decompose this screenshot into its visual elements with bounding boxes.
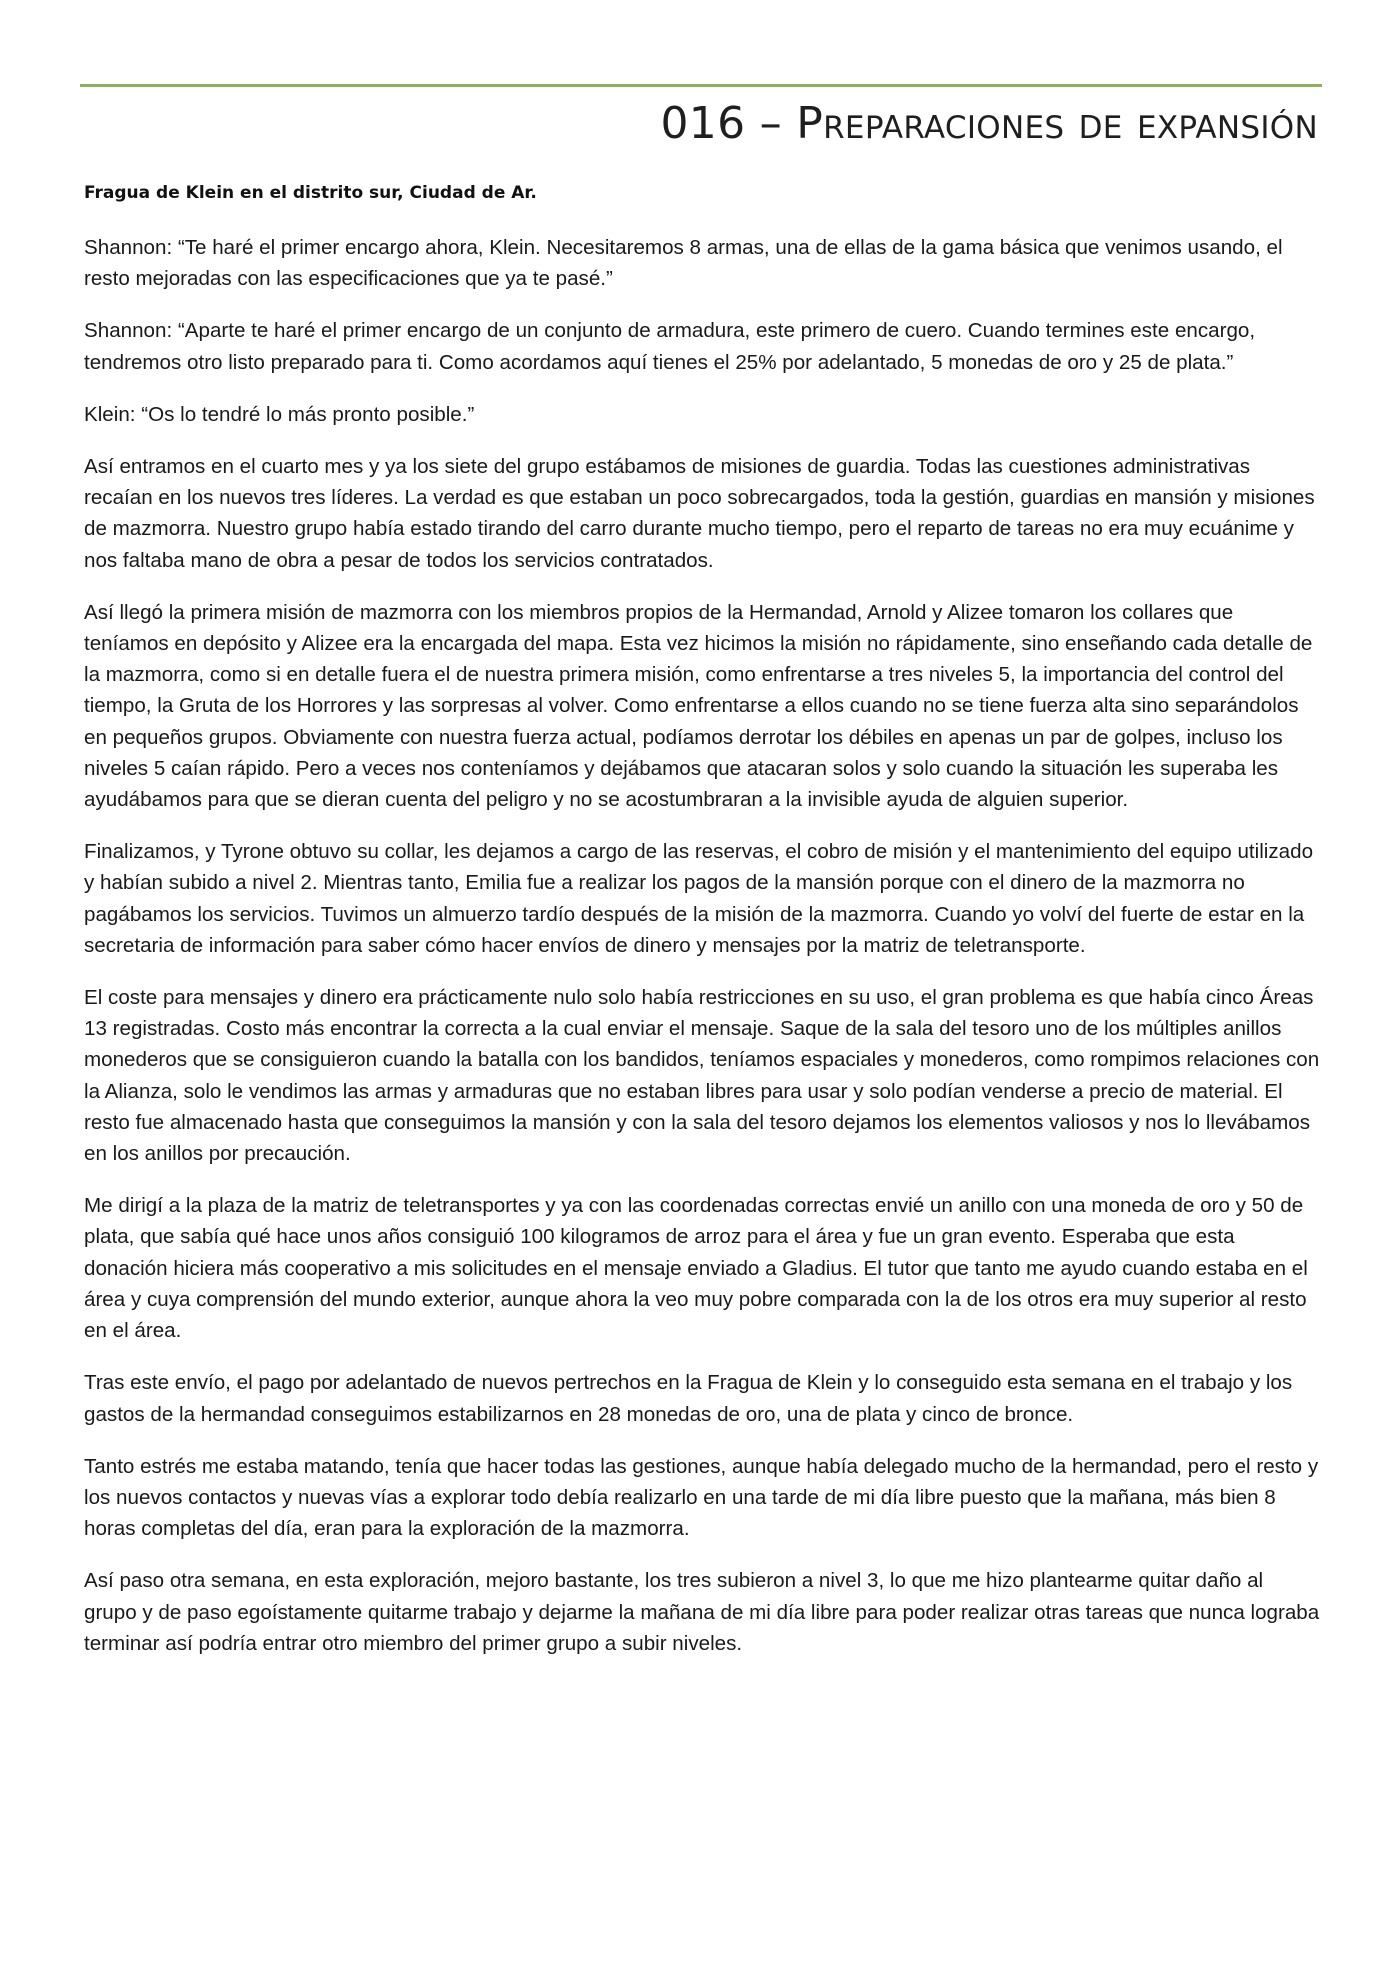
paragraph: Tras este envío, el pago por adelantado de nuevos pertrechos en la Fragua de Klein y lo conseguido esta semana en el trabajo y los gastos de la hermandad conseguimos estabilizarnos en 28 monedas de oro, una de plata y cinco de bronce. bbox=[84, 1371, 1293, 1426]
paragraph: Shannon: “Te haré el primer encargo ahora, Klein. Necesitaremos 8 armas, una de ellas de la gama básica que venimos usando, el resto mejoradas con las especificaciones que ya te pasé.” bbox=[84, 236, 1283, 291]
paragraph: Shannon: “Aparte te haré el primer encargo de un conjunto de armadura, este primero de cuero. Cuando termines este encargo, tendremos otro listo preparado para ti. Como acordamos aquí tienes el 25% por adelantado, 5 monedas de oro y 25 de plata.” bbox=[84, 319, 1256, 374]
paragraph: Así llegó la primera misión de mazmorra con los miembros propios de la Hermandad, Arnold y Alizee tomaron los collares que teníamos en depósito y Alizee era la encargada del mapa. Esta vez hicimos la misión no rápidamente, sino enseñando cada detalle de la mazmorra, como si en detalle fuera el de nuestra primera misión, como enfrentarse a tres niveles 5, la importancia del control del tiempo, la Gruta de los Horrores y las sorpresas al volver. Como enfrentarse a ellos cuando no se tiene fuerza alta sino separándolos en pequeños grupos. Obviamente con nuestra fuerza actual, podíamos derrotar los débiles en apenas un par de golpes, incluso los niveles 5 caían rápido. Pero a veces nos conteníamos y dejábamos que atacaran solos y solo cuando la situación les superaba les ayudábamos para que se dieran cuenta del peligro y no se acostumbraran a la invisible ayuda de alguien superior. bbox=[84, 600, 1313, 812]
location-heading: Fragua de Klein en el distrito sur, Ciudad de Ar. bbox=[84, 183, 537, 203]
paragraph: Klein: “Os lo tendré lo más pronto posible.” bbox=[84, 402, 475, 426]
paragraph: Así paso otra semana, en esta exploración, mejoro bastante, los tres subieron a nivel 3, lo que me hizo plantearme quitar daño al grupo y de paso egoístamente quitarme trabajo y dejarme la mañana de mi día libre para poder realizar otras tareas que nunca lograba terminar así podría entrar otro miembro del primer grupo a subir niveles. bbox=[84, 1569, 1320, 1655]
chapter-title: 016 – Preparaciones de expansión bbox=[660, 98, 1318, 149]
paragraph: Finalizamos, y Tyrone obtuvo su collar, les dejamos a cargo de las reservas, el cobro de misión y el mantenimiento del equipo utilizado y habían subido a nivel 2. Mientras tanto, Emilia fue a realizar los pagos de la mansión porque con el dinero de la mazmorra no pagábamos los servicios. Tuvimos un almuerzo tardío después de la misión de la mazmorra. Cuando yo volví del fuerte de estar en la secretaria de información para saber cómo hacer envíos de dinero y mensajes por la matriz de teletransporte. bbox=[84, 840, 1314, 957]
paragraph: Así entramos en el cuarto mes y ya los siete del grupo estábamos de misiones de guardia. Todas las cuestiones administrativas recaían en los nuevos tres líderes. La verdad es que estaban un poco sobrecargados, toda la gestión, guardias en mansión y misiones de mazmorra. Nuestro grupo había estado tirando del carro durante mucho tiempo, pero el reparto de tareas no era muy ecuánime y nos faltaba mano de obra a pesar de todos los servicios contratados. bbox=[84, 455, 1315, 572]
paragraph: Me dirigí a la plaza de la matriz de teletransportes y ya con las coordenadas correctas envié un anillo con una moneda de oro y 50 de plata, que sabía qué hace unos años consiguió 100 kilogramos de arroz para el área y fue un gran evento. Esperaba que esta donación hiciera más cooperativo a mis solicitudes en el mensaje enviado a Gladius. El tutor que tanto me ayudo cuando estaba en el área y cuya comprensión del mundo exterior, aunque ahora la veo muy pobre comparada con la de los otros era muy superior al resto en el área. bbox=[84, 1194, 1308, 1343]
paragraph: Tanto estrés me estaba matando, tenía que hacer todas las gestiones, aunque había delegado mucho de la hermandad, pero el resto y los nuevos contactos y nuevas vías a explorar todo debía realizarlo en una tarde de mi día libre puesto que la mañana, más bien 8 horas completas del día, eran para la exploración de la mazmorra. bbox=[84, 1454, 1319, 1541]
paragraph: El coste para mensajes y dinero era prácticamente nulo solo había restricciones en su uso, el gran problema es que había cinco Áreas 13 registradas. Costo más encontrar la correcta a la cual enviar el mensaje. Saque de la sala del tesoro uno de los múltiples anillos monederos que se consiguieron cuando la batalla con los bandidos, teníamos espaciales y monederos, como rompimos relaciones con la Alianza, solo le vendimos las armas y armaduras que no estaban libres para usar y solo podían venderse a precio de material. El resto fue almacenado hasta que conseguimos la mansión y con la sala del tesoro dejamos los elementos valiosos y nos lo llevábamos en los anillos por precaución. bbox=[84, 986, 1320, 1166]
body-text bbox=[84, 232, 1320, 1680]
header-rule bbox=[80, 84, 1322, 87]
